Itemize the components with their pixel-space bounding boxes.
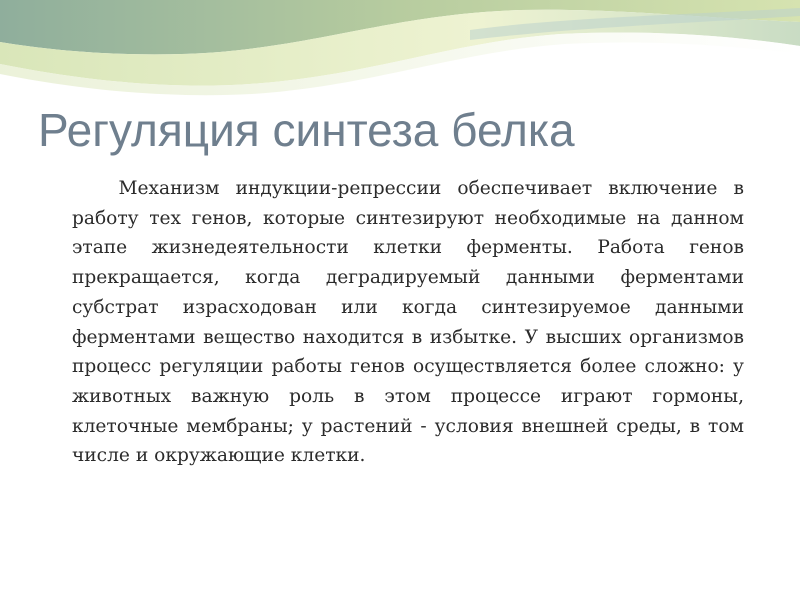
wave-decoration <box>0 0 800 110</box>
slide-body-text: Механизм индукции-репрессии обеспечивает включение в работу тех генов, которые синтезируют необходимые на данном этапе жизнедеятельности клетки ферменты. Работа генов прекращается, когда деградируемый данными ферментами субстрат израсходован или когда синтезируемое данными ферментами вещество находится в избытке. У высших организмов процесс регуляции работы генов осуществляется более сложно: у животных важную роль в этом процессе играют гормоны, клеточные мембраны; у растений - условия внешней среды, в том числе и окружающие клетки. <box>72 178 744 467</box>
slide-title: Регуляция синтеза белка <box>38 104 575 156</box>
